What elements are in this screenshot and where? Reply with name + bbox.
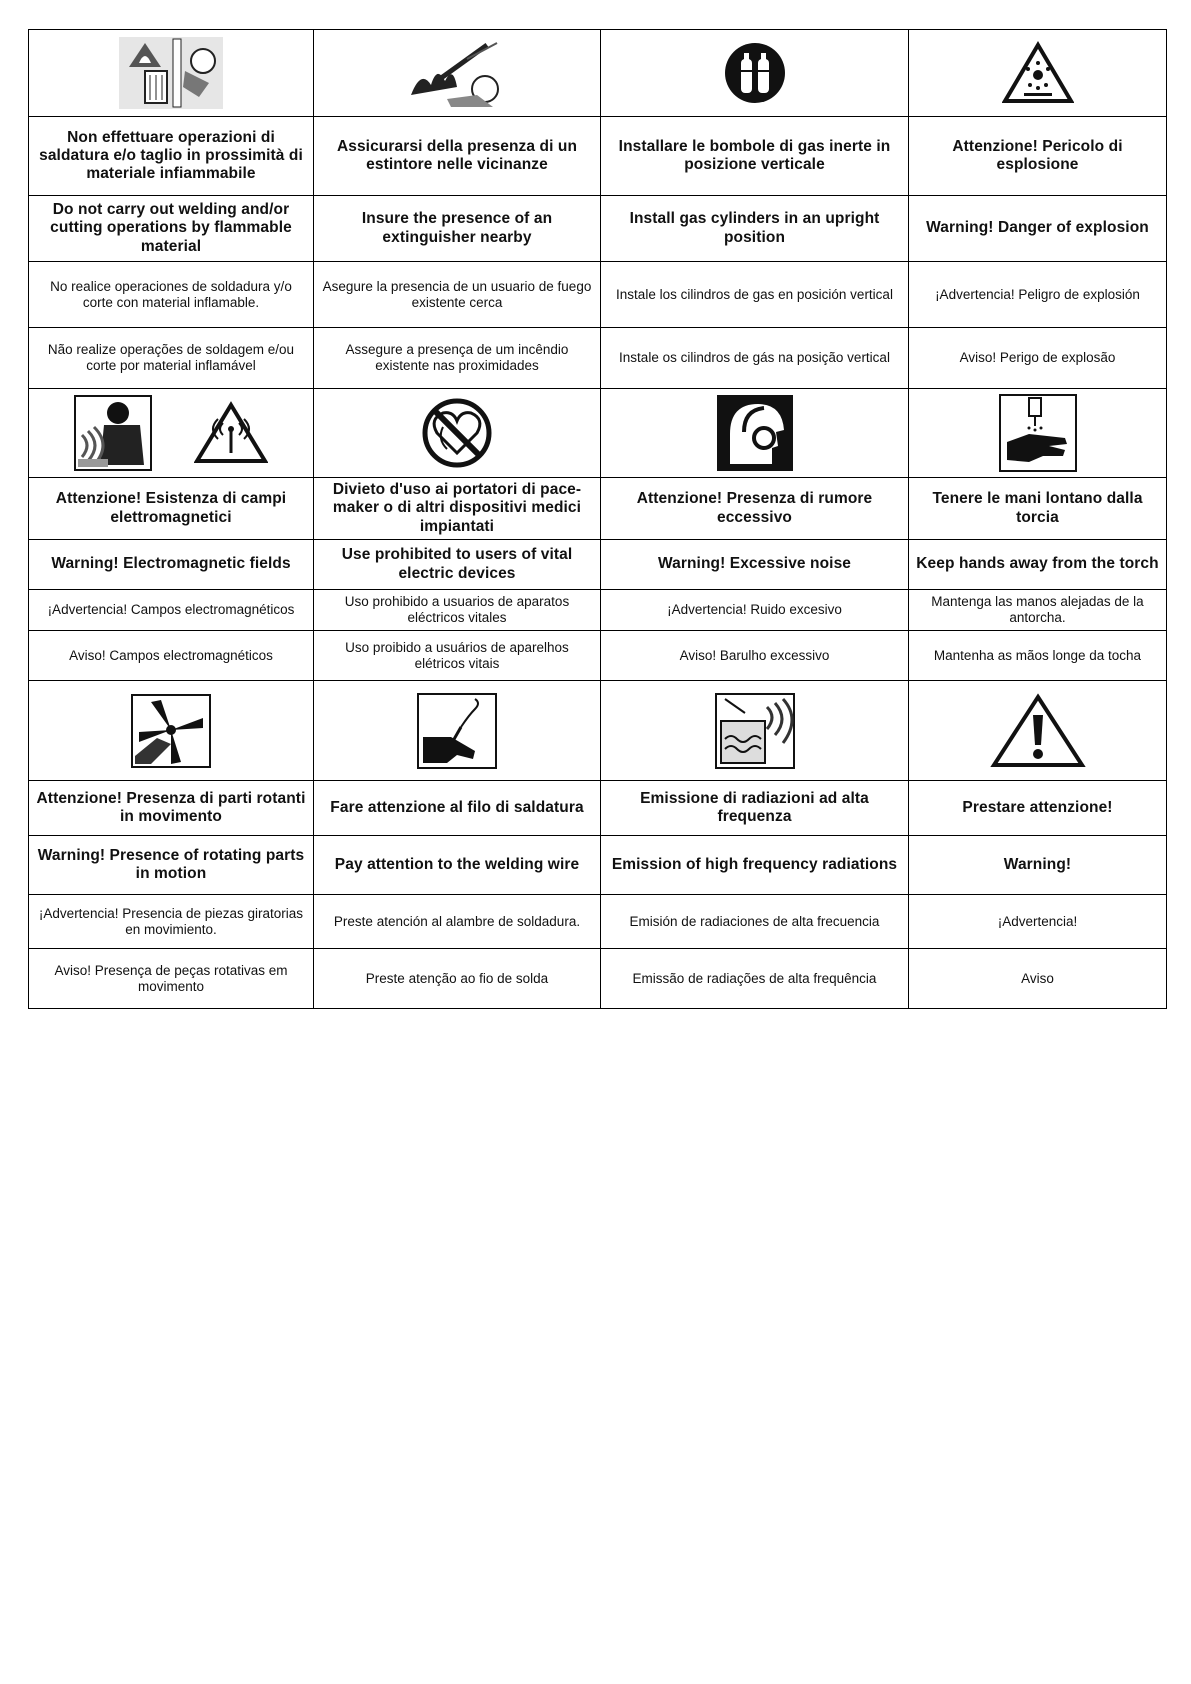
icon-row [29, 681, 1167, 781]
warning-text-it: Fare attenzione al filo di saldatura [314, 781, 601, 836]
warning-text-es: Mantenga las manos alejadas de la antorcha. [909, 590, 1167, 631]
radiation-warning-icon [194, 401, 268, 465]
warning-text-pt: Emissão de radiações de alta frequência [601, 949, 909, 1009]
warning-text-es: Preste atención al alambre de soldadura. [314, 895, 601, 949]
fire-extinguisher-icon [407, 37, 507, 109]
warning-text-es: Uso prohibido a usuarios de aparatos eléctricos vitales [314, 590, 601, 631]
icon-cell [601, 30, 909, 117]
warning-text-en: Keep hands away from the torch [909, 540, 1167, 590]
warning-text-es: Emisión de radiaciones de alta frecuencia [601, 895, 909, 949]
warning-text-pt: Instale os cilindros de gás na posição vertical [601, 328, 909, 389]
icon-cell [601, 389, 909, 478]
warning-text-it: Divieto d'uso ai portatori di pace-maker o di altri dispositivi medici impiantati [314, 478, 601, 540]
hearing-protection-icon [716, 394, 794, 472]
icon-cell [909, 30, 1167, 117]
warning-text-pt: Mantenha as mãos longe da tocha [909, 631, 1167, 681]
warning-text-pt: Aviso! Barulho excessivo [601, 631, 909, 681]
warning-text-pt: Aviso! Campos electromagnéticos [29, 631, 314, 681]
warning-text-en: Warning! Danger of explosion [909, 196, 1167, 262]
warning-text-en: Warning! Presence of rotating parts in motion [29, 836, 314, 895]
icon-cell [601, 681, 909, 781]
warning-text-en: Insure the presence of an extinguisher nearby [314, 196, 601, 262]
warning-text-pt: Aviso! Presença de peças rotativas em movimento [29, 949, 314, 1009]
warning-text-en: Pay attention to the welding wire [314, 836, 601, 895]
warning-text-es: No realice operaciones de soldadura y/o corte con material inflamable. [29, 262, 314, 328]
explosion-warning-icon [1002, 41, 1074, 105]
warning-text-es: ¡Advertencia! Ruido excesivo [601, 590, 909, 631]
gas-cylinders-icon [723, 41, 787, 105]
no-flammable-material-icon [119, 37, 223, 109]
safety-symbols-table [28, 29, 1167, 1009]
warning-text-es: Instale los cilindros de gas en posición vertical [601, 262, 909, 328]
warning-text-es: ¡Advertencia! Presencia de piezas giratorias en movimiento. [29, 895, 314, 949]
warning-text-it: Emissione di radiazioni ad alta frequenza [601, 781, 909, 836]
rotating-parts-icon [131, 694, 211, 768]
warning-text-en: Warning! Electromagnetic fields [29, 540, 314, 590]
warning-text-es: ¡Advertencia! Campos electromagnéticos [29, 590, 314, 631]
warning-text-pt: Aviso [909, 949, 1167, 1009]
welding-wire-icon [417, 693, 497, 769]
icon-cell [29, 681, 314, 781]
warning-text-it: Non effettuare operazioni di saldatura e/o taglio in prossimità di materiale infiammabile [29, 117, 314, 196]
warning-text-en: Warning! [909, 836, 1167, 895]
icon-row [29, 389, 1167, 478]
warning-text-en: Warning! Excessive noise [601, 540, 909, 590]
warning-text-it: Attenzione! Presenza di rumore eccessivo [601, 478, 909, 540]
warning-text-en: Install gas cylinders in an upright position [601, 196, 909, 262]
warning-text-en: Use prohibited to users of vital electric devices [314, 540, 601, 590]
warning-text-pt: Aviso! Perigo de explosão [909, 328, 1167, 389]
warning-text-it: Tenere le mani lontano dalla torcia [909, 478, 1167, 540]
general-warning-icon [990, 693, 1086, 769]
warning-text-it: Prestare attenzione! [909, 781, 1167, 836]
warning-text-es: Asegure la presencia de un usuario de fuego existente cerca [314, 262, 601, 328]
icon-row [29, 30, 1167, 117]
icon-cell [909, 389, 1167, 478]
no-pacemaker-icon [421, 397, 493, 469]
hand-torch-icon [999, 394, 1077, 472]
warning-text-pt: Preste atenção ao fio de solda [314, 949, 601, 1009]
warning-text-pt: Uso proibido a usuários de aparelhos elétricos vitais [314, 631, 601, 681]
high-frequency-radiation-icon [715, 693, 795, 769]
warning-text-es: ¡Advertencia! [909, 895, 1167, 949]
icon-cell [29, 30, 314, 117]
warning-text-es: ¡Advertencia! Peligro de explosión [909, 262, 1167, 328]
warning-text-pt: Assegure a presença de um incêndio existente nas proximidades [314, 328, 601, 389]
warning-text-it: Installare le bombole di gas inerte in posizione verticale [601, 117, 909, 196]
icon-cell [314, 30, 601, 117]
warning-text-it: Attenzione! Pericolo di esplosione [909, 117, 1167, 196]
warning-text-en: Emission of high frequency radiations [601, 836, 909, 895]
electromagnetic-field-icon [74, 395, 152, 471]
icon-cell [909, 681, 1167, 781]
icon-cell [29, 389, 314, 478]
icon-cell [314, 389, 601, 478]
warning-text-pt: Não realize operações de soldagem e/ou corte por material inflamável [29, 328, 314, 389]
warning-text-en: Do not carry out welding and/or cutting operations by flammable material [29, 196, 314, 262]
icon-cell [314, 681, 601, 781]
warning-text-it: Attenzione! Esistenza di campi elettromagnetici [29, 478, 314, 540]
warning-text-it: Assicurarsi della presenza di un estintore nelle vicinanze [314, 117, 601, 196]
warning-text-it: Attenzione! Presenza di parti rotanti in movimento [29, 781, 314, 836]
